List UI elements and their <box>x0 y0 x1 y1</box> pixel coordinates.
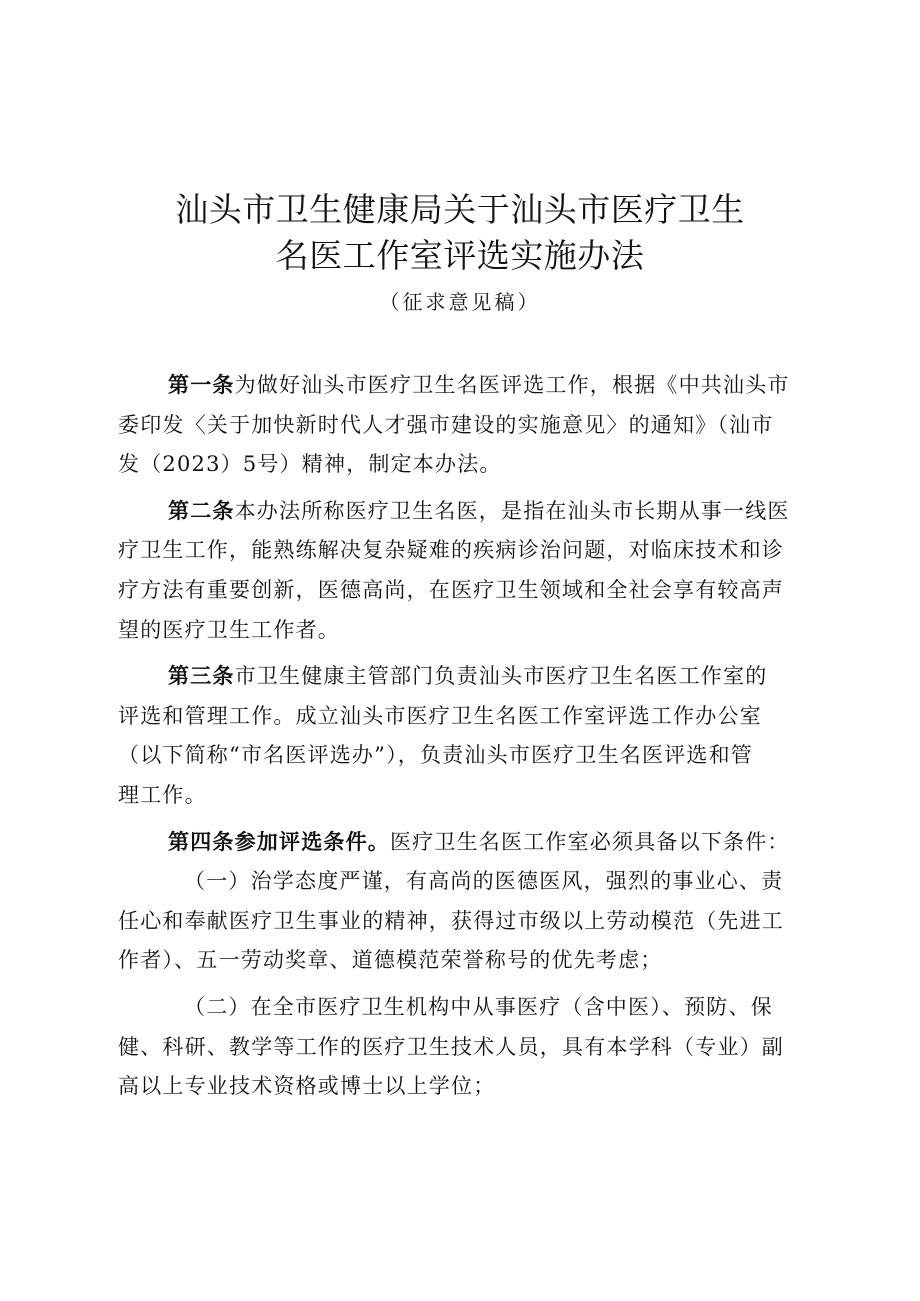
article-3-text: 评选和管理工作。成立汕头市医疗卫生名医工作室评选工作办公室 <box>118 703 762 728</box>
article-4-heading: 第四条参加评选条件。 <box>168 829 390 854</box>
article-3-heading: 第三条 <box>168 664 235 689</box>
article-4-text: 医疗卫生名医工作室必须具备以下条件： <box>390 829 790 854</box>
article-1-text: 为做好汕头市医疗卫生名医评选工作，根据《中共汕头市 <box>234 373 790 397</box>
article-2-heading: 第二条 <box>168 498 235 523</box>
item-2-text: 健、科研、教学等工作的医疗卫生技术人员，具有本学科（专业）副 <box>118 1034 784 1059</box>
article-2 <box>118 492 804 650</box>
article-4 <box>118 823 804 1107</box>
article-1-text: 委印发〈关于加快新时代人才强市建设的实施意见〉的通知》（汕市 <box>118 412 774 437</box>
item-2-text: （二）在全市医疗卫生机构中从事医疗（含中医）、预防、保 <box>184 994 773 1019</box>
item-1-text: 作者）、五一劳动奖章、道德模范荣誉称号的优先考虑； <box>118 948 663 973</box>
article-4-item-1 <box>118 862 804 981</box>
article-4-item-2 <box>118 988 804 1107</box>
document-body <box>118 366 804 1107</box>
document-title-line-1: 汕头市卫生健康局关于汕头市医疗卫生 <box>175 190 745 229</box>
article-3-text: 理工作。 <box>118 782 207 807</box>
document-subtitle: （征求意见稿） <box>379 290 541 314</box>
item-2-text: 高以上专业技术资格或博士以上学位； <box>118 1074 496 1099</box>
article-2-text: 本办法所称医疗卫生名医，是指在汕头市长期从事一线医 <box>234 498 790 523</box>
document-title-line-2: 名医工作室评选实施办法 <box>275 236 645 275</box>
article-3-text: （以下简称“市名医评选办”），负责汕头市医疗卫生名医评选和管 <box>118 743 753 768</box>
article-2-text: 疗方法有重要创新，医德高尚，在医疗卫生领域和全社会享有较高声 <box>118 577 784 602</box>
article-2-text: 望的医疗卫生工作者。 <box>118 617 340 642</box>
article-3 <box>118 657 804 815</box>
article-3-text: 市卫生健康主管部门负责汕头市医疗卫生名医工作室的 <box>234 664 768 689</box>
article-1 <box>118 366 804 485</box>
article-1-heading: 第一条 <box>168 373 235 397</box>
item-1-text: 任心和奉献医疗卫生事业的精神，获得过市级以上劳动模范（先进工 <box>118 908 784 933</box>
article-1-text: 发（2023）5号）精神，制定本办法。 <box>118 452 502 477</box>
item-1-text: （一）治学态度严谨，有高尚的医德医风，强烈的事业心、责 <box>184 869 784 894</box>
article-2-text: 疗卫生工作，能熟练解决复杂疑难的疾病诊治问题，对临床技术和诊 <box>118 538 784 563</box>
